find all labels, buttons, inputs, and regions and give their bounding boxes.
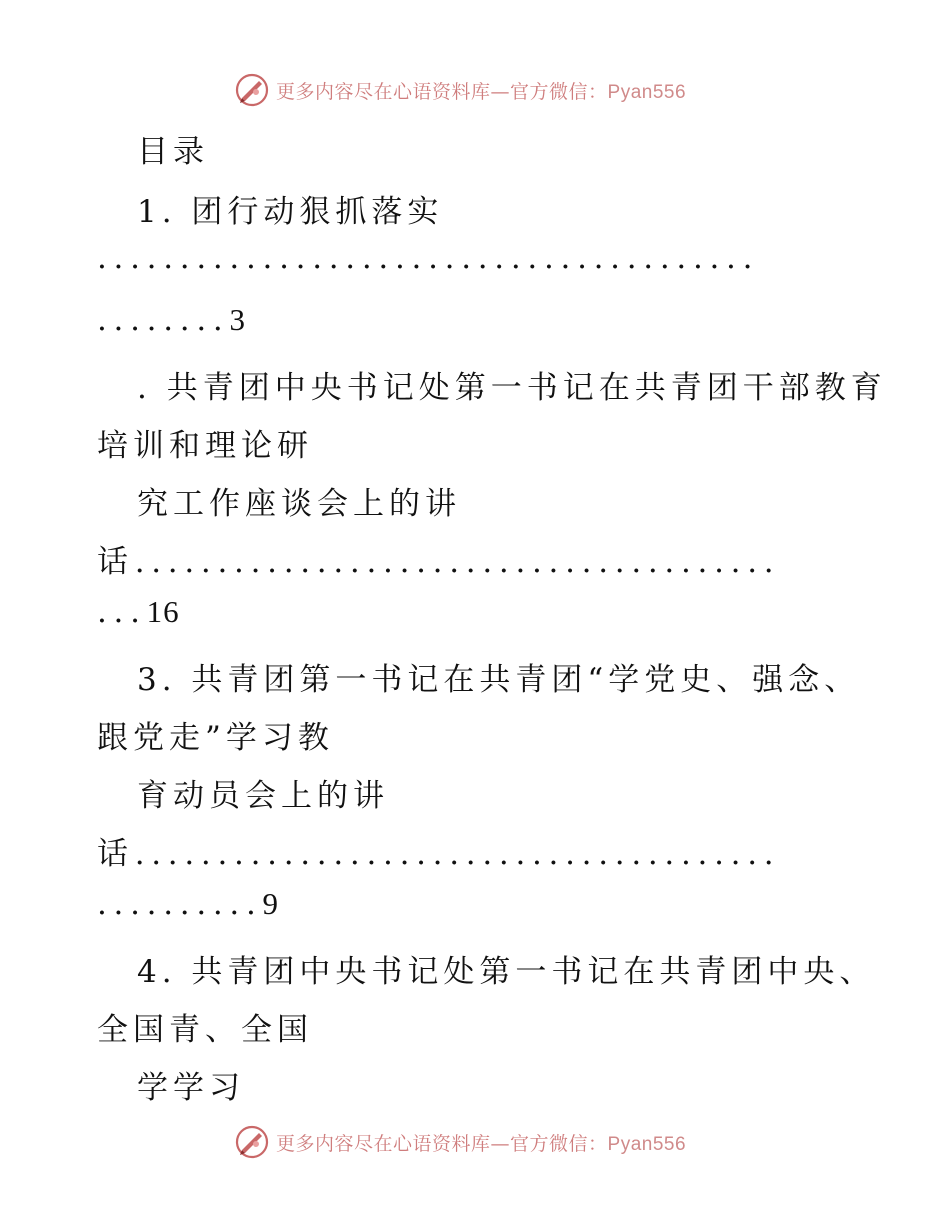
- watermark-site: 更多内容尽在心语资料库: [276, 1132, 491, 1155]
- toc-entry-1-page: 3: [229, 302, 246, 337]
- toc-entry-2-title-line-1: . 共青团中央书记处第一书记在共青团干部教育: [137, 370, 887, 406]
- toc-entry-3-title-line-2: 跟党走”学习教: [97, 720, 334, 756]
- pen-logo-icon: [234, 1124, 270, 1160]
- watermark-dash: —: [490, 1132, 511, 1155]
- watermark-banner-top: [0, 68, 950, 108]
- toc-entry-3-title-line-1: 3. 共青团第一书记在共青团“学党史、强念、: [137, 662, 861, 698]
- toc-entry-2-title-line-2: 培训和理论研: [97, 428, 313, 464]
- toc-entry-3-leader-cont: [97, 886, 279, 922]
- toc-entry-1-leader-cont: [97, 302, 246, 338]
- toc-entry-1-dots-1: ........................................: [97, 240, 760, 276]
- toc-heading: 目录: [137, 134, 209, 170]
- toc-entry-3-title-line-3: 育动员会上的讲: [137, 778, 389, 814]
- toc-entry-4-title-line-2: 全国青、全国: [97, 1012, 313, 1048]
- watermark-wechat-label: 官方微信：: [510, 1132, 608, 1155]
- watermark-site: 更多内容尽在心语资料库: [276, 80, 491, 103]
- toc-entry-2-leader-cont: [97, 594, 180, 630]
- toc-entry-3-dots-2: ..........: [97, 886, 263, 922]
- toc-entry-3-page: 9: [262, 886, 280, 921]
- toc-entry-1-leader: [97, 240, 759, 276]
- toc-entry-2-page: 16: [146, 594, 180, 629]
- watermark-wechat-id: Pyan556: [607, 81, 687, 103]
- watermark-wechat-label: 官方微信：: [510, 80, 608, 103]
- toc-entry-3-leader: [97, 828, 780, 873]
- toc-entry-3-dots-1: .......................................: [134, 836, 781, 872]
- pen-logo-icon: [234, 72, 270, 108]
- toc-entry-4-title-line-1: 4. 共青团中央书记处第一书记在共青团中央、: [137, 954, 876, 990]
- toc-entry-4-title-line-3: 学学习: [137, 1070, 245, 1106]
- watermark-dash: —: [490, 80, 511, 103]
- toc-entry-2-title-line-3: 究工作座谈会上的讲: [137, 486, 461, 522]
- toc-entry-1-dots-2: ........: [97, 302, 230, 338]
- watermark-banner-bottom: [0, 1120, 950, 1160]
- toc-entry-3-leader-prefix: 话: [97, 836, 135, 872]
- toc-entry-1-title-line-1: 1. 团行动狠抓落实: [137, 194, 444, 230]
- watermark-wechat-id: Pyan556: [607, 1133, 687, 1155]
- toc-entry-2-dots-1: .......................................: [134, 544, 781, 580]
- toc-entry-2-leader-prefix: 话: [97, 544, 135, 580]
- toc-entry-2-dots-2: ...: [97, 594, 147, 630]
- toc-entry-2-leader: [97, 536, 780, 581]
